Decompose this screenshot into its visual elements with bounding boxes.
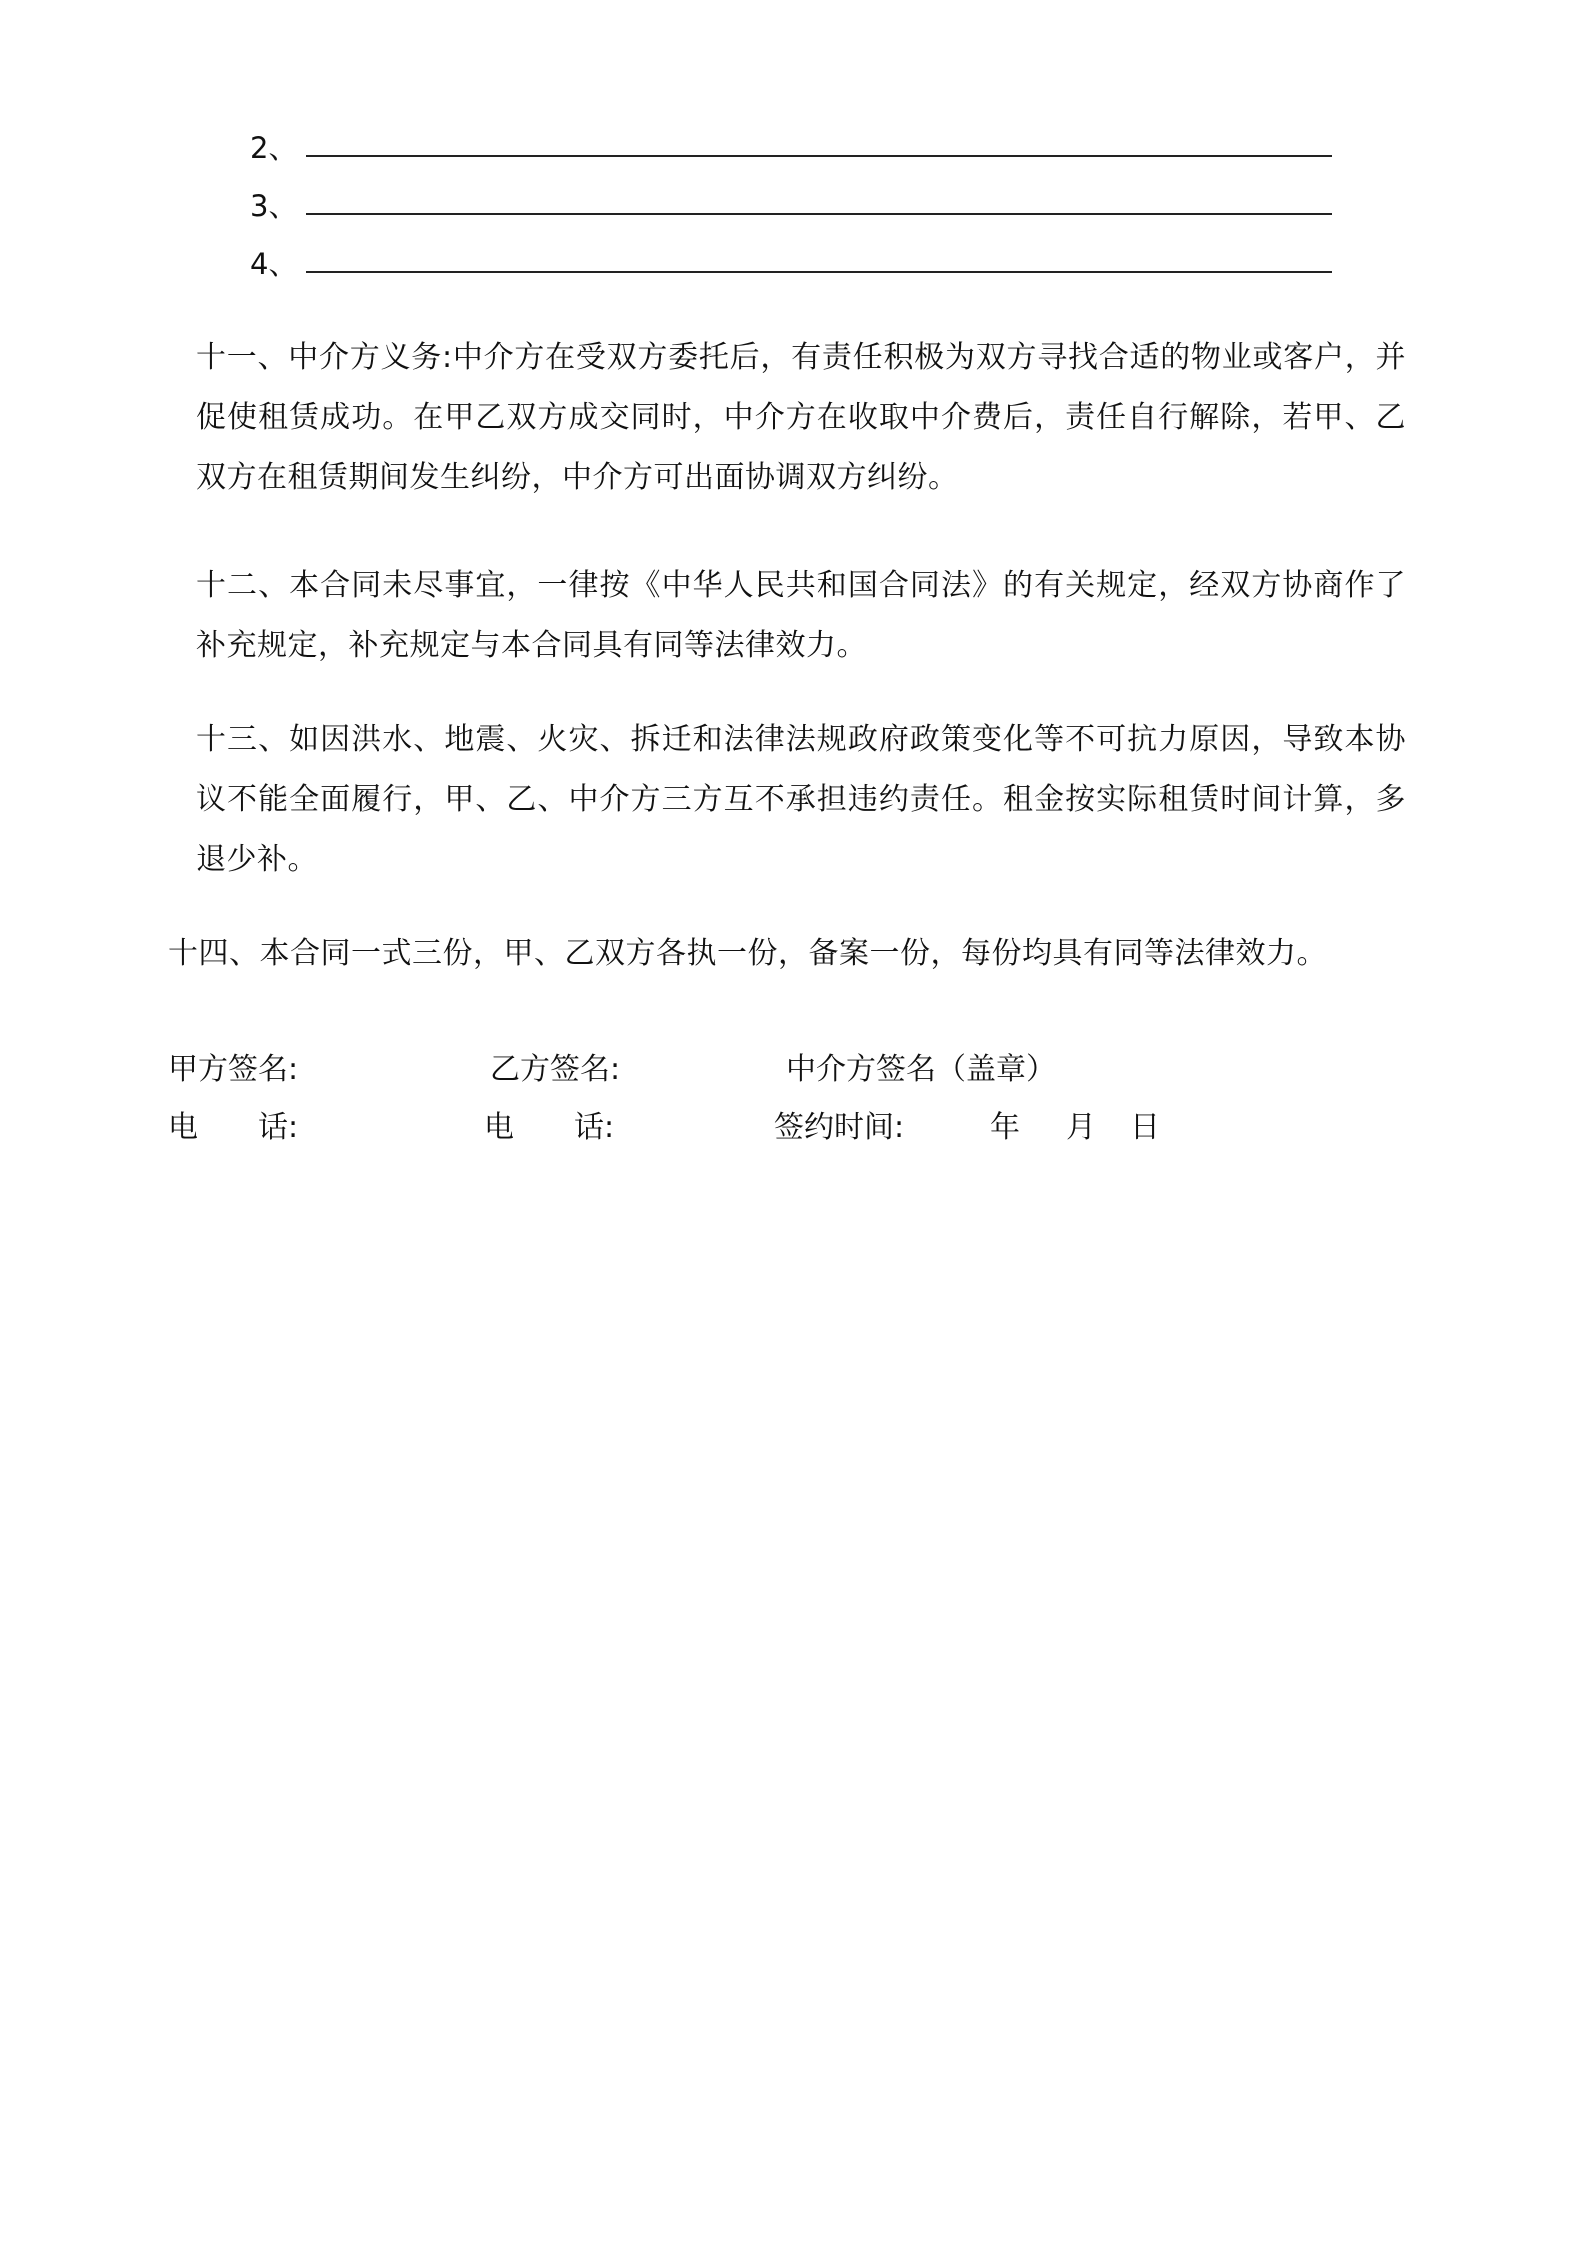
fill-in-line	[306, 213, 1332, 215]
party-b-phone-label: 电 话:	[484, 1110, 615, 1145]
sign-time-label: 签约时间:	[774, 1110, 905, 1145]
day-label: 日	[1130, 1110, 1160, 1145]
item-number: 4、	[250, 247, 298, 281]
item-number: 3、	[250, 189, 298, 223]
phone-date-row	[168, 1108, 1268, 1148]
month-label: 月	[1066, 1110, 1096, 1145]
clause-14: 十四、本合同一式三份，甲、乙双方各执一份，备案一份，每份均具有同等法律效力。	[168, 936, 1327, 971]
party-b-signature-label: 乙方签名:	[490, 1052, 621, 1087]
year-label: 年	[990, 1110, 1020, 1145]
clause-13: 十三、如因洪水、地震、火灾、拆迁和法律法规政府政策变化等不可抗力原因，导致本协议不能全面履行，甲、乙、中介方三方互不承担违约责任。租金按实际租赁时间计算，多退少补。	[196, 722, 1406, 877]
party-a-signature-label: 甲方签名:	[168, 1052, 299, 1087]
blank-line-item	[250, 186, 1340, 226]
blank-line-item	[250, 244, 1340, 284]
clause-12: 十二、本合同未尽事宜，一律按《中华人民共和国合同法》的有关规定，经双方协商作了补充规定，补充规定与本合同具有同等法律效力。	[196, 568, 1406, 663]
signature-row	[168, 1050, 1268, 1090]
item-number: 2、	[250, 131, 298, 165]
fill-in-line	[306, 271, 1332, 273]
agent-signature-label: 中介方签名（盖章）	[786, 1052, 1056, 1087]
clause-11: 十一、中介方义务:中介方在受双方委托后，有责任积极为双方寻找合适的物业或客户，并促使租赁成功。在甲乙双方成交同时，中介方在收取中介费后，责任自行解除，若甲、乙双方在租赁期间发生纠纷，中介方可出面协调双方纠纷。	[196, 340, 1406, 495]
blank-line-item	[250, 128, 1340, 168]
fill-in-line	[306, 155, 1332, 157]
party-a-phone-label: 电 话:	[168, 1110, 299, 1145]
